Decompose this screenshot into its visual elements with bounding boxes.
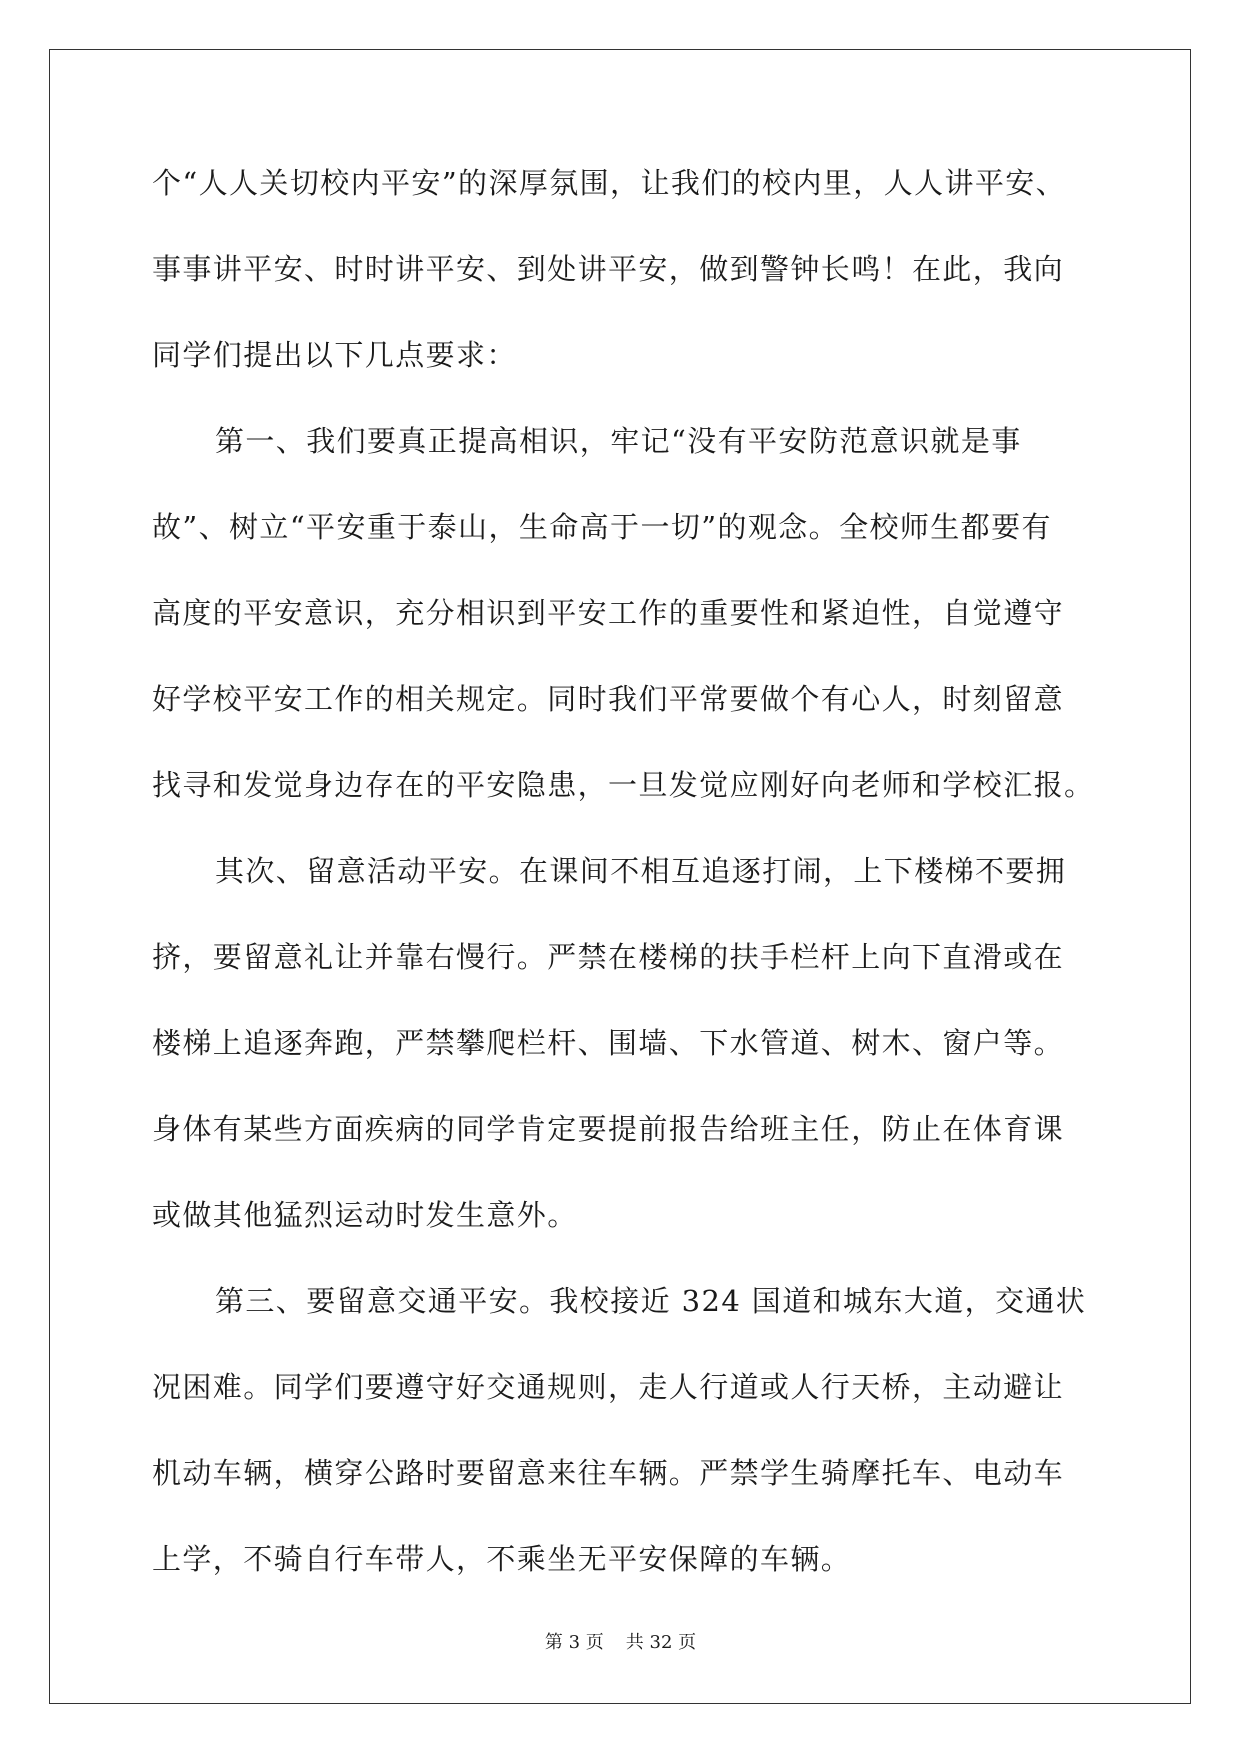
- text-line: 挤，要留意礼让并靠右慢行。严禁在楼梯的扶手栏杆上向下直滑或在: [152, 940, 1065, 974]
- page-footer: [0, 1632, 1241, 1654]
- text-line: 个“人人关切校内平安”的深厚氛围，让我们的校内里，人人讲平安、: [152, 166, 1067, 200]
- text-line: 机动车辆，横穿公路时要留意来往车辆。严禁学生骑摩托车、电动车: [152, 1456, 1065, 1490]
- text-line: 况困难。同学们要遵守好交通规则，走人行道或人行天桥，主动避让: [152, 1370, 1065, 1404]
- document-body: [152, 162, 1095, 1624]
- paragraph-first-line: 第三、要留意交通平安。我校接近 324 国道和城东大道，交通状: [215, 1284, 1087, 1318]
- text-line: 或做其他猛烈运动时发生意外。: [152, 1198, 578, 1232]
- text-line: 故”、树立“平安重于泰山，生命高于一切”的观念。全校师生都要有: [152, 510, 1052, 544]
- paragraph-first-line: 第一、我们要真正提高相识，牢记“没有平安防范意识就是事: [215, 424, 1022, 458]
- page-number: 第 3 页: [544, 1632, 604, 1653]
- text-line: 同学们提出以下几点要求：: [152, 338, 517, 372]
- text-line: 身体有某些方面疾病的同学肯定要提前报告给班主任，防止在体育课: [152, 1112, 1065, 1146]
- text-line: 找寻和发觉身边存在的平安隐患，一旦发觉应刚好向老师和学校汇报。: [152, 768, 1095, 802]
- text-line: 事事讲平安、时时讲平安、到处讲平安，做到警钟长鸣！在此，我向: [152, 252, 1065, 286]
- paragraph-first-line: 其次、留意活动平安。在课间不相互追逐打闹，上下楼梯不要拥: [215, 854, 1067, 888]
- page-total: 共 32 页: [625, 1632, 697, 1653]
- text-line: 上学，不骑自行车带人，不乘坐无平安保障的车辆。: [152, 1542, 852, 1576]
- text-line: 好学校平安工作的相关规定。同时我们平常要做个有心人，时刻留意: [152, 682, 1065, 716]
- text-line: 楼梯上追逐奔跑，严禁攀爬栏杆、围墙、下水管道、树木、窗户等。: [152, 1026, 1065, 1060]
- text-line: 高度的平安意识，充分相识到平安工作的重要性和紧迫性，自觉遵守: [152, 596, 1065, 630]
